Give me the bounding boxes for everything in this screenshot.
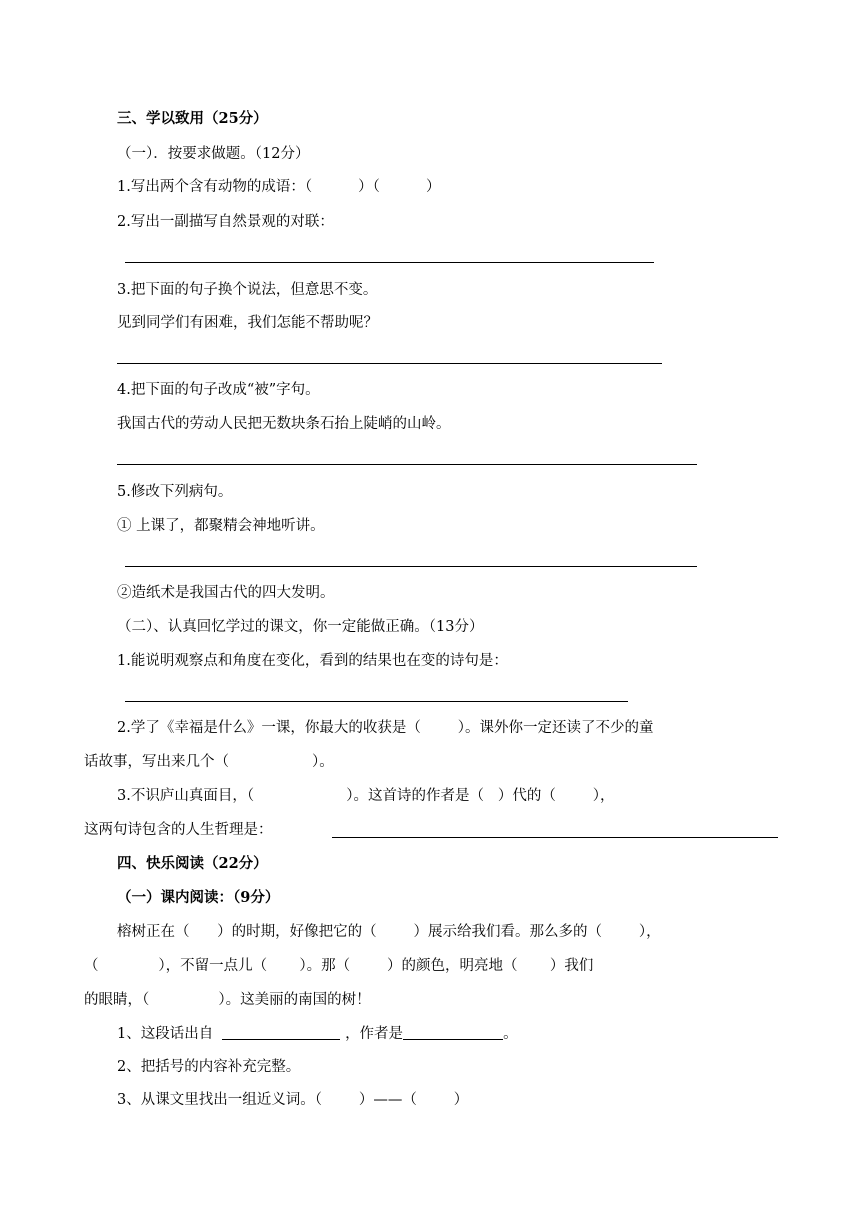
passage-line-2: （ ），不留一点儿（ ）。那（ ）的颜色，明亮地（ ）我们: [84, 958, 594, 974]
reading-question-1-text-c: 。: [503, 1026, 518, 1042]
answer-line-bei-sentence[interactable]: [117, 464, 697, 465]
reading-question-1-text-a: 1、这段话出自: [117, 1026, 214, 1042]
question-3-1-4: 4.把下面的句子改成“被”字句。: [117, 382, 320, 398]
question-3-1-5: 5.修改下列病句。: [117, 484, 233, 500]
blank-source[interactable]: [222, 1025, 340, 1040]
question-3-2-1: 1.能说明观察点和角度在变化，看到的结果也在变的诗句是：: [117, 653, 508, 669]
part-1-header: （一）．按要求做题。（12分）: [117, 146, 310, 162]
question-3-1-3: 3.把下面的句子换个说法，但意思不变。: [117, 282, 378, 298]
question-3-1-3-sentence: 见到同学们有困难，我们怎能不帮助呢？: [117, 315, 378, 331]
question-3-1-1: 1.写出两个含有动物的成语：（ ）（ ）: [117, 179, 441, 195]
question-3-1-4-sentence: 我国古代的劳动人民把无数块条石抬上陡峭的山岭。: [117, 416, 451, 432]
part-2-header: （二）、认真回忆学过的课文，你一定能做正确。（13分）: [117, 619, 484, 635]
answer-line-rephrase[interactable]: [117, 363, 662, 364]
question-3-1-2: 2.写出一副描写自然景观的对联：: [117, 214, 334, 230]
reading-question-1-text-b: ，作者是: [345, 1026, 404, 1042]
passage-line-1: 榕树正在（ ）的时期，好像把它的（ ）展示给我们看。那么多的（ ），: [117, 924, 661, 940]
blank-author[interactable]: [403, 1025, 503, 1040]
question-3-1-5-a: ① 上课了，都聚精会神地听讲。: [117, 518, 325, 534]
section-3-title: 三、学以致用（25分）: [117, 110, 268, 127]
question-3-1-5-b: ②造纸术是我国古代的四大发明。: [117, 585, 335, 601]
question-3-2-3-line-2: 这两句诗包含的人生哲理是：: [84, 822, 273, 838]
answer-line-couplet[interactable]: [125, 262, 654, 263]
question-3-2-3-line-1: 3.不识庐山真面目，（ ）。这首诗的作者是（ ）代的（ ），: [117, 788, 615, 804]
reading-question-2: 2、把括号的内容补充完整。: [117, 1059, 301, 1075]
reading-question-3: 3、从课文里找出一组近义词。（ ）——（ ）: [117, 1092, 469, 1108]
question-3-2-2-line-1: 2.学了《幸福是什么》一课，你最大的收获是（ ）。课外你一定还读了不少的童: [117, 720, 654, 736]
question-3-2-2-line-2: 话故事，写出来几个（ ）。: [84, 754, 334, 770]
answer-line-poem[interactable]: [125, 701, 628, 702]
section-4-title: 四、快乐阅读（22分）: [117, 855, 268, 872]
reading-part-1-header: （一）课内阅读：（9分）: [117, 889, 280, 906]
answer-line-philosophy[interactable]: [332, 837, 778, 838]
answer-line-correction[interactable]: [125, 566, 697, 567]
reading-question-1: [117, 1024, 518, 1044]
passage-line-3: 的眼睛，（ ）。这美丽的南国的树！: [84, 992, 371, 1008]
